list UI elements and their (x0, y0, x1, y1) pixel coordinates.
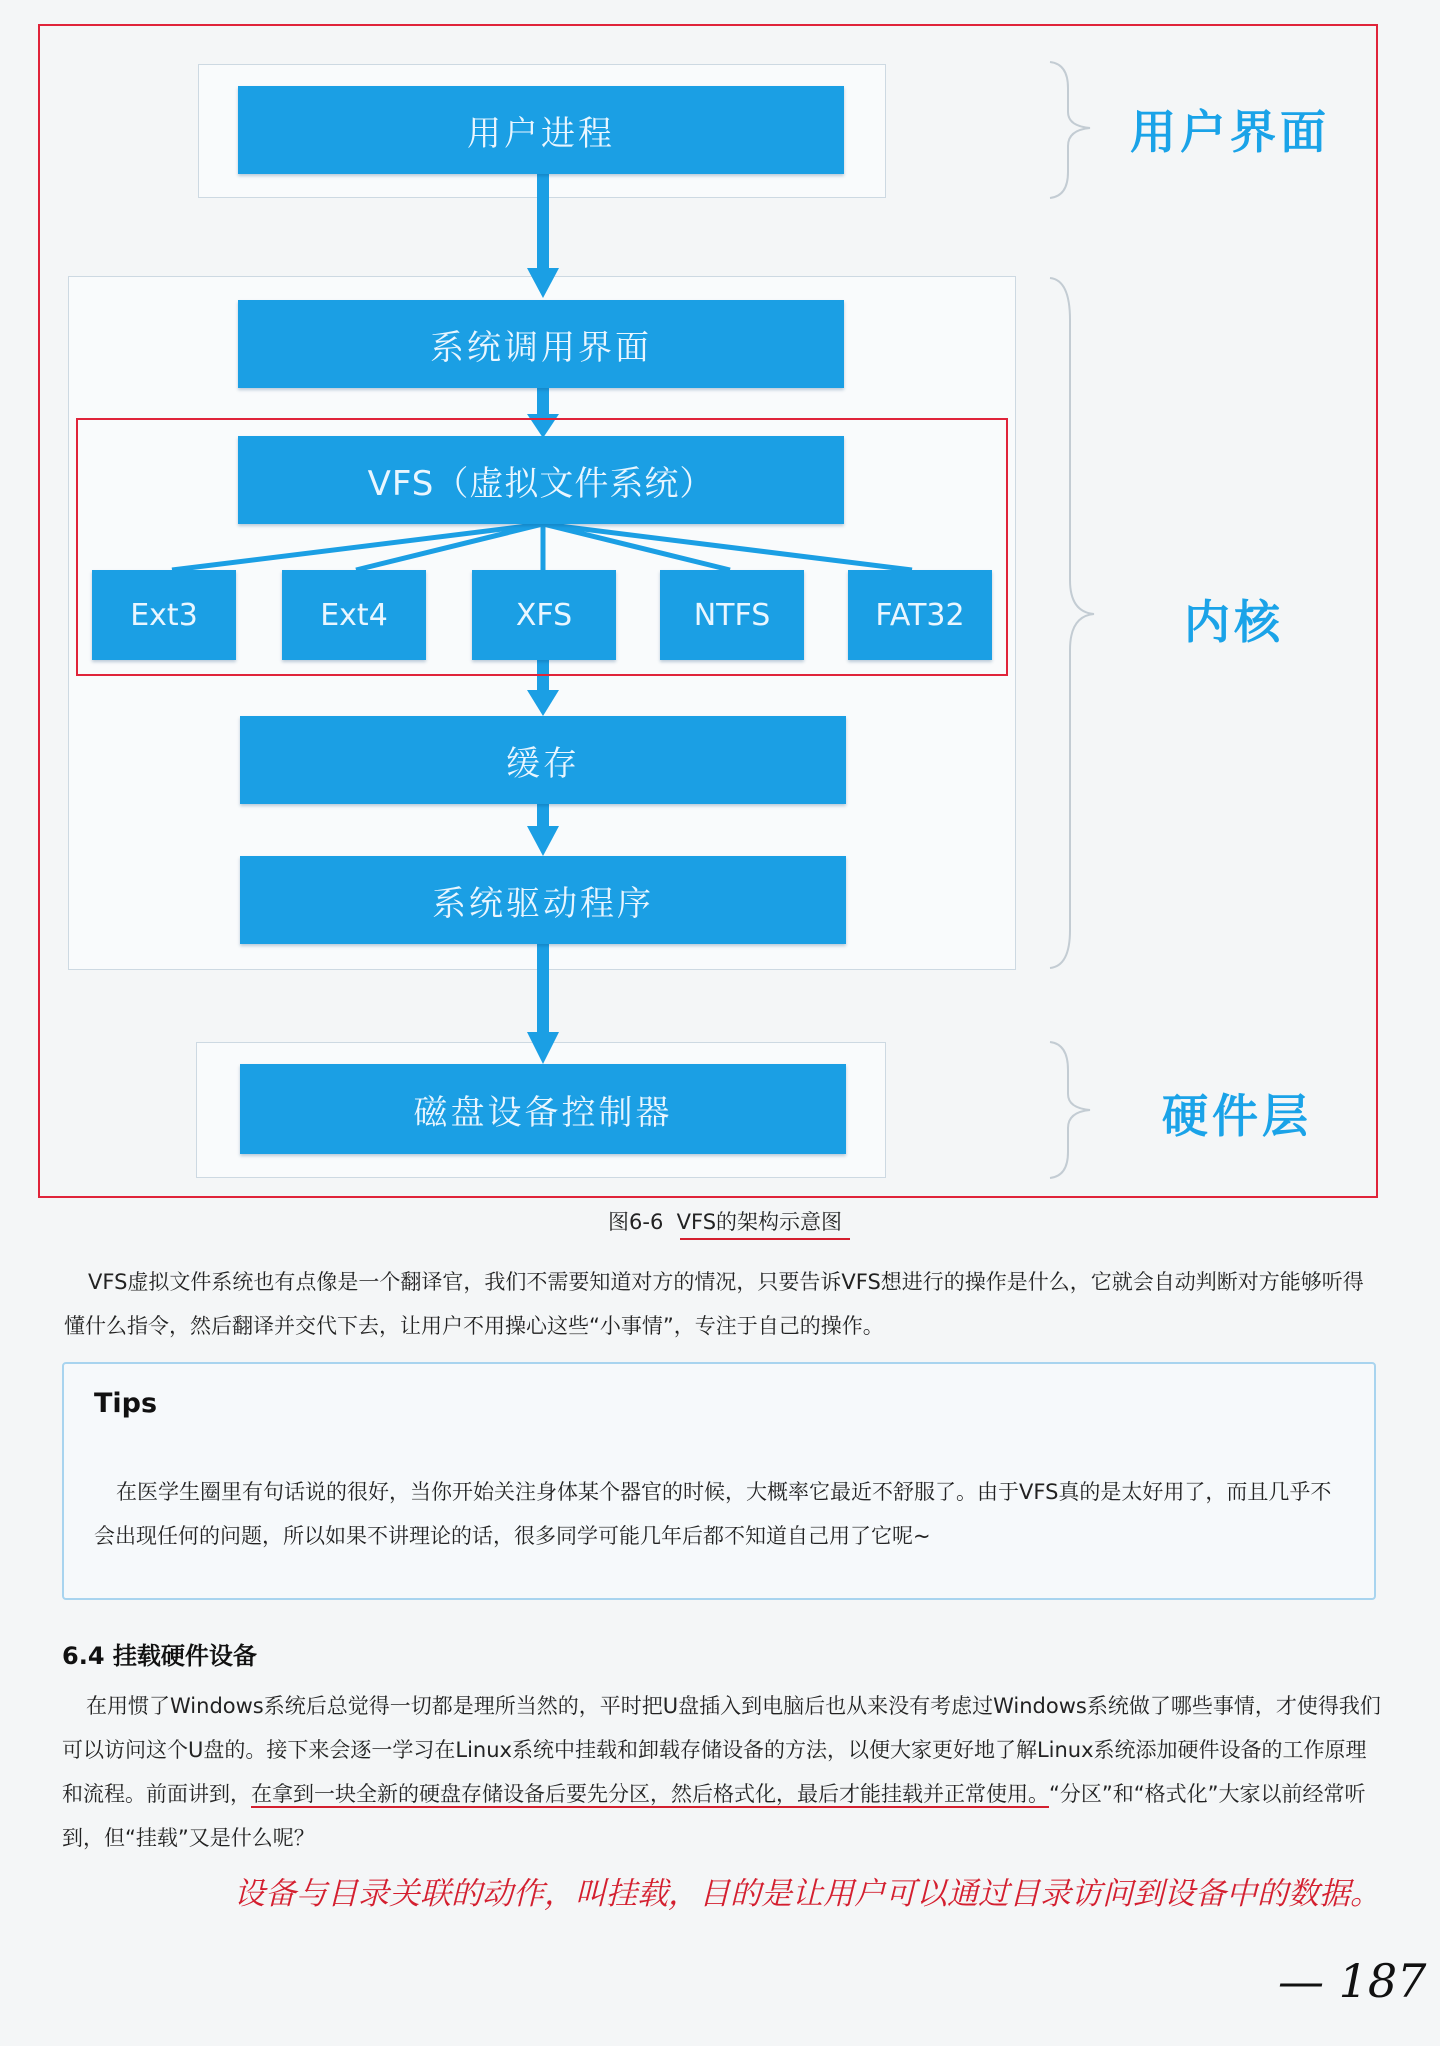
cache-box: 缓存 (240, 716, 846, 804)
fs-box-ext3: Ext3 (92, 570, 236, 660)
section-title: 6.4 挂载硬件设备 (62, 1642, 257, 1670)
label-hardware: 硬件层 (1162, 1089, 1312, 1143)
label-user-interface: 用户界面 (1130, 105, 1330, 159)
figure-caption: 图6-6 VFS的架构示意图 (608, 1210, 843, 1234)
label-kernel: 内核 (1184, 595, 1284, 649)
driver-box: 系统驱动程序 (240, 856, 846, 944)
tips-text: 在医学生圈里有句话说的很好，当你开始关注身体某个器官的时候，大概率它最近不舒服了。由于VFS真的是太好用了，而且几乎不会出现任何的问题，所以如果不讲理论的话，很多同学可能几年后都不知道自己用了它呢~ (94, 1480, 1332, 1548)
vfs-paragraph: VFS虚拟文件系统也有点像是一个翻译官，我们不需要知道对方的情况，只要告诉VFS想进行的操作是什么，它就会自动判断对方能够听得懂什么指令，然后翻译并交代下去，让用户不用操心这些“小事情”，专注于自己的操作。 (64, 1270, 1364, 1338)
fs-box-xfs: XFS (472, 570, 616, 660)
user-process-box: 用户进程 (238, 86, 844, 174)
section-text-after: “分区”和“格式化”大家以前经常听到，但“挂载”又是什么呢？ (62, 1782, 1366, 1850)
vfs-box: VFS（虚拟文件系统） (238, 436, 844, 524)
vfs-annotation-frame (76, 418, 1008, 676)
handwritten-note: 设备与目录关联的动作，叫挂载，目的是让用户可以通过目录访问到设备中的数据。 (234, 1876, 1381, 1912)
section-text-highlight: 在拿到一块全新的硬盘存储设备后要先分区，然后格式化，最后才能挂载并正常使用。 (251, 1782, 1049, 1806)
section-text-before: 在用惯了Windows系统后总觉得一切都是理所当然的，平时把U盘插入到电脑后也从来没有考虑过Windows系统做了哪些事情，才使得我们可以访问这个U盘的。接下来会逐一学习在Linux系统中挂载和卸载存储设备的方法，以便大家更好地了解Linux系统添加硬件设备的工作原理和流程。前面讲到， (62, 1694, 1381, 1806)
disk-controller-box: 磁盘设备控制器 (240, 1064, 846, 1154)
caption-underline (680, 1238, 850, 1240)
fs-box-fat32: FAT32 (848, 570, 992, 660)
page-number: — 187 (1278, 1954, 1427, 2008)
tips-box (62, 1362, 1376, 1600)
syscall-interface-box: 系统调用界面 (238, 300, 844, 388)
fs-box-ntfs: NTFS (660, 570, 804, 660)
fs-box-ext4: Ext4 (282, 570, 426, 660)
section-paragraph (62, 1684, 1382, 1860)
tips-title: Tips (94, 1388, 158, 1419)
